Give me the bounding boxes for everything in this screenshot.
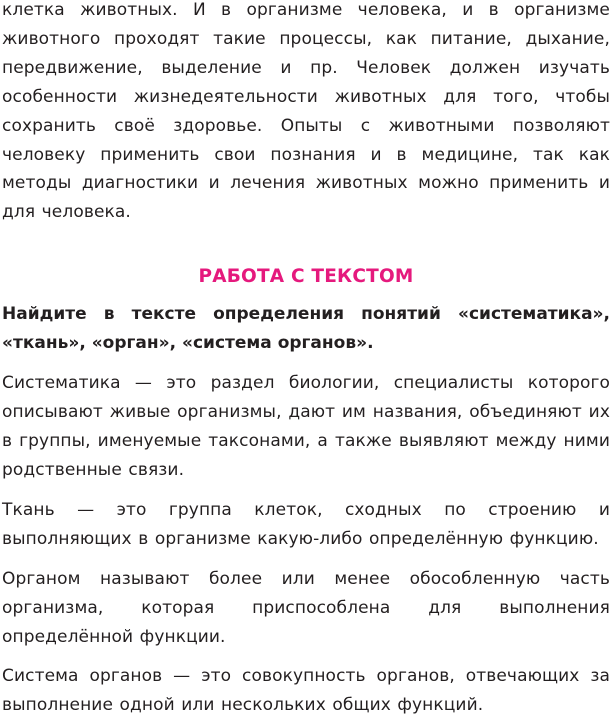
- definition-tissue: Ткань — это группа клеток, сходных по строению и выполняющих в организме какую-либо определённую функцию.: [2, 499, 610, 549]
- definition-organ: Органом называют более или менее обособленную часть организма, которая приспособлена для выполнения определённой функции.: [2, 568, 610, 647]
- intro-paragraph: клетка животных. И в организме человека, и в организме животного проходят такие процессы, как питание, дыхание, передвижение, выделение и пр. Человек должен изучать особенности жизнедеятельности животных для того, чтобы сохранить своё здоровье. Опыты с животными позволяют человеку применить свои познания и в медицине, так как методы диагностики и лечения животных можно применить и для человека.: [2, 0, 610, 223]
- definition-systematics: Систематика — это раздел биологии, специалисты которого описывают живые организмы, дают им названия, объединяют их в группы, именуемые таксонами, а также выявляют между ними родственные связи.: [2, 373, 610, 480]
- task-instruction: Найдите в тексте определения понятий «систематика», «ткань», «орган», «система органов».: [2, 304, 610, 354]
- definition-organ-system: Система органов — это совокупность органов, отвечающих за выполнение одной или нескольких общих функций.: [2, 666, 610, 716]
- section-title: РАБОТА С ТЕКСТОМ: [198, 266, 414, 288]
